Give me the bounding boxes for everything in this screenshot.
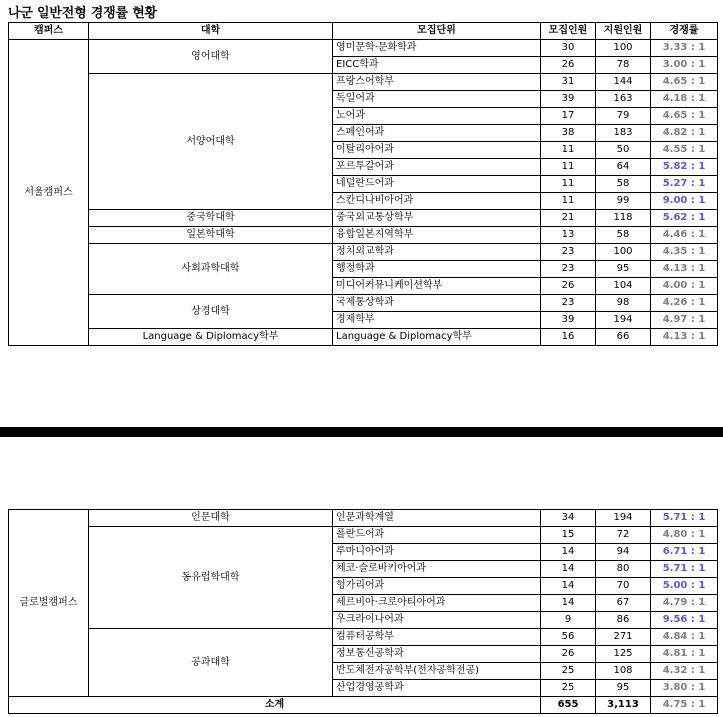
unit-cell: 정보통신공학과 <box>333 646 541 663</box>
college-cell: 사회과학대학 <box>89 244 333 295</box>
college-cell: 일본학대학 <box>89 227 333 244</box>
quota-cell: 26 <box>541 646 596 663</box>
seoul-campus-table <box>8 22 718 346</box>
header-college: 대학 <box>89 23 333 40</box>
quota-cell: 23 <box>541 261 596 278</box>
applicants-cell: 99 <box>596 193 651 210</box>
unit-cell: 정치외교학과 <box>333 244 541 261</box>
quota-cell: 25 <box>541 680 596 697</box>
header-campus: 캠퍼스 <box>9 23 89 40</box>
quota-cell: 14 <box>541 544 596 561</box>
applicants-cell: 100 <box>596 244 651 261</box>
applicants-cell: 72 <box>596 527 651 544</box>
ratio-cell: 4.26 : 1 <box>651 295 718 312</box>
quota-cell: 21 <box>541 210 596 227</box>
quota-cell: 56 <box>541 629 596 646</box>
quota-cell: 25 <box>541 663 596 680</box>
ratio-cell: 4.82 : 1 <box>651 125 718 142</box>
college-cell: 서양어대학 <box>89 74 333 210</box>
unit-cell: 이탈리아어과 <box>333 142 541 159</box>
unit-cell: 세르비아·크로아티아어과 <box>333 595 541 612</box>
quota-cell: 11 <box>541 142 596 159</box>
ratio-cell: 3.33 : 1 <box>651 40 718 57</box>
ratio-cell: 4.80 : 1 <box>651 527 718 544</box>
unit-cell: 국제통상학과 <box>333 295 541 312</box>
college-cell: 인문대학 <box>89 510 333 527</box>
unit-cell: 네덜란드어과 <box>333 176 541 193</box>
applicants-cell: 108 <box>596 663 651 680</box>
applicants-cell: 80 <box>596 561 651 578</box>
applicants-cell: 100 <box>596 40 651 57</box>
ratio-cell: 4.65 : 1 <box>651 74 718 91</box>
ratio-cell: 4.46 : 1 <box>651 227 718 244</box>
total-label: 소계 <box>9 697 541 714</box>
unit-cell: 행정학과 <box>333 261 541 278</box>
applicants-cell: 118 <box>596 210 651 227</box>
applicants-cell: 50 <box>596 142 651 159</box>
applicants-cell: 194 <box>596 510 651 527</box>
header-unit: 모집단위 <box>333 23 541 40</box>
ratio-cell: 4.13 : 1 <box>651 261 718 278</box>
table-row <box>9 227 718 244</box>
applicants-cell: 271 <box>596 629 651 646</box>
quota-cell: 30 <box>541 40 596 57</box>
ratio-cell: 5.27 : 1 <box>651 176 718 193</box>
unit-cell: 인문과학계열 <box>333 510 541 527</box>
unit-cell: 영미문학·문화학과 <box>333 40 541 57</box>
table-row <box>9 295 718 312</box>
quota-cell: 11 <box>541 193 596 210</box>
header-ratio: 경쟁률 <box>651 23 718 40</box>
ratio-cell: 4.97 : 1 <box>651 312 718 329</box>
quota-cell: 26 <box>541 57 596 74</box>
applicants-cell: 86 <box>596 612 651 629</box>
quota-cell: 26 <box>541 278 596 295</box>
unit-cell: 노어과 <box>333 108 541 125</box>
table-row <box>9 210 718 227</box>
unit-cell: 스페인어과 <box>333 125 541 142</box>
quota-cell: 15 <box>541 527 596 544</box>
unit-cell: 헝가리어과 <box>333 578 541 595</box>
unit-cell: 우크라이나어과 <box>333 612 541 629</box>
total-ratio: 4.75 : 1 <box>651 697 718 714</box>
applicants-cell: 78 <box>596 57 651 74</box>
applicants-cell: 94 <box>596 544 651 561</box>
ratio-cell: 4.84 : 1 <box>651 629 718 646</box>
unit-cell: 체코·슬로바키아어과 <box>333 561 541 578</box>
page-title: 나군 일반전형 경쟁률 현황 <box>8 6 157 21</box>
applicants-cell: 70 <box>596 578 651 595</box>
college-cell: 공과대학 <box>89 629 333 697</box>
header-applicants: 지원인원 <box>596 23 651 40</box>
quota-cell: 9 <box>541 612 596 629</box>
ratio-cell: 4.35 : 1 <box>651 244 718 261</box>
table-header-row <box>9 23 718 40</box>
applicants-cell: 64 <box>596 159 651 176</box>
applicants-cell: 66 <box>596 329 651 346</box>
unit-cell: 중국외교통상학부 <box>333 210 541 227</box>
total-quota: 655 <box>541 697 596 714</box>
ratio-cell: 4.65 : 1 <box>651 108 718 125</box>
ratio-cell: 4.18 : 1 <box>651 91 718 108</box>
unit-cell: 독일어과 <box>333 91 541 108</box>
campus-cell: 서울캠퍼스 <box>9 40 89 346</box>
unit-cell: 반도체전자공학부(전자공학전공) <box>333 663 541 680</box>
quota-cell: 11 <box>541 159 596 176</box>
ratio-cell: 6.71 : 1 <box>651 544 718 561</box>
ratio-cell: 4.32 : 1 <box>651 663 718 680</box>
ratio-cell: 3.80 : 1 <box>651 680 718 697</box>
table-row <box>9 510 718 527</box>
unit-cell: 경제학부 <box>333 312 541 329</box>
college-cell: 동유럽학대학 <box>89 527 333 629</box>
ratio-cell: 4.00 : 1 <box>651 278 718 295</box>
table-row <box>9 244 718 261</box>
unit-cell: 포르투갈어과 <box>333 159 541 176</box>
ratio-cell: 5.82 : 1 <box>651 159 718 176</box>
applicants-cell: 79 <box>596 108 651 125</box>
college-cell: 중국학대학 <box>89 210 333 227</box>
table-row <box>9 629 718 646</box>
quota-cell: 39 <box>541 91 596 108</box>
table-row <box>9 329 718 346</box>
applicants-cell: 98 <box>596 295 651 312</box>
unit-cell: 미디어커뮤니케이션학부 <box>333 278 541 295</box>
applicants-cell: 58 <box>596 176 651 193</box>
header-quota: 모집인원 <box>541 23 596 40</box>
quota-cell: 11 <box>541 176 596 193</box>
quota-cell: 23 <box>541 295 596 312</box>
quota-cell: 38 <box>541 125 596 142</box>
quota-cell: 13 <box>541 227 596 244</box>
applicants-cell: 95 <box>596 261 651 278</box>
unit-cell: 루마니아어과 <box>333 544 541 561</box>
college-cell: 상경대학 <box>89 295 333 329</box>
ratio-cell: 4.81 : 1 <box>651 646 718 663</box>
college-cell: Language & Diplomacy학부 <box>89 329 333 346</box>
applicants-cell: 95 <box>596 680 651 697</box>
applicants-cell: 144 <box>596 74 651 91</box>
applicants-cell: 183 <box>596 125 651 142</box>
ratio-cell: 4.79 : 1 <box>651 595 718 612</box>
quota-cell: 14 <box>541 595 596 612</box>
quota-cell: 39 <box>541 312 596 329</box>
quota-cell: 17 <box>541 108 596 125</box>
ratio-cell: 9.00 : 1 <box>651 193 718 210</box>
campus-cell: 글로벌캠퍼스 <box>9 510 89 697</box>
unit-cell: 스칸디나비아어과 <box>333 193 541 210</box>
table-row <box>9 74 718 91</box>
quota-cell: 14 <box>541 561 596 578</box>
ratio-cell: 4.55 : 1 <box>651 142 718 159</box>
quota-cell: 34 <box>541 510 596 527</box>
applicants-cell: 67 <box>596 595 651 612</box>
unit-cell: 프랑스어학부 <box>333 74 541 91</box>
unit-cell: 산업경영공학과 <box>333 680 541 697</box>
unit-cell: Language & Diplomacy학부 <box>333 329 541 346</box>
section-divider <box>0 427 723 437</box>
ratio-cell: 9.56 : 1 <box>651 612 718 629</box>
unit-cell: EICC학과 <box>333 57 541 74</box>
applicants-cell: 163 <box>596 91 651 108</box>
unit-cell: 융합일본지역학부 <box>333 227 541 244</box>
applicants-cell: 104 <box>596 278 651 295</box>
ratio-cell: 5.71 : 1 <box>651 561 718 578</box>
applicants-cell: 194 <box>596 312 651 329</box>
ratio-cell: 4.13 : 1 <box>651 329 718 346</box>
global-campus-table <box>8 509 718 714</box>
ratio-cell: 5.00 : 1 <box>651 578 718 595</box>
quota-cell: 31 <box>541 74 596 91</box>
ratio-cell: 5.62 : 1 <box>651 210 718 227</box>
table-row <box>9 40 718 57</box>
college-cell: 영어대학 <box>89 40 333 74</box>
applicants-cell: 58 <box>596 227 651 244</box>
unit-cell: 폴란드어과 <box>333 527 541 544</box>
total-applicants: 3,113 <box>596 697 651 714</box>
quota-cell: 14 <box>541 578 596 595</box>
ratio-cell: 5.71 : 1 <box>651 510 718 527</box>
table-row <box>9 527 718 544</box>
unit-cell: 컴퓨터공학부 <box>333 629 541 646</box>
total-row <box>9 697 718 714</box>
quota-cell: 16 <box>541 329 596 346</box>
applicants-cell: 125 <box>596 646 651 663</box>
quota-cell: 23 <box>541 244 596 261</box>
ratio-cell: 3.00 : 1 <box>651 57 718 74</box>
